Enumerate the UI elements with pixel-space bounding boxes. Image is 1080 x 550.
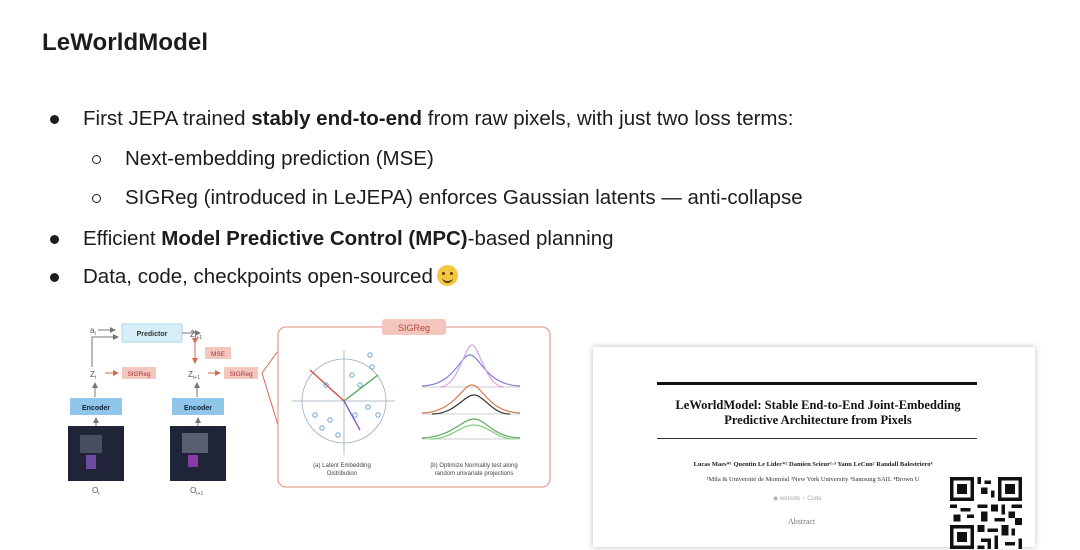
bullet-open-source: Data, code, checkpoints open-sourced [83, 265, 458, 289]
sigreg-panel-title: SIGReg [397, 323, 431, 333]
svg-text:SIGReg: SIGReg [127, 371, 151, 378]
z-next-label: $Z_{t+1}$ [188, 370, 200, 381]
svg-text:(a) Latent Embedding: (a) Latent Embedding [313, 463, 371, 469]
latent-embedding-plot [292, 350, 395, 455]
predictor-label: Predictor [136, 331, 168, 338]
bullet-dot [50, 235, 59, 244]
paper-authors: Lucas Maes*¹ Quentin Le Lidec*² Damien Scieur¹·³ Yann LeCun² Randall Balestriero⁴ [693, 461, 933, 468]
bullet-dot [50, 115, 59, 124]
architecture-figure [60, 315, 560, 505]
svg-text:Encoder: Encoder [183, 405, 213, 412]
slide-title: LeWorldModel [42, 29, 209, 56]
paper-affiliations: ¹Mila & Université de Montréal ²New York University ³Samsung SAIL ⁴Brown U [706, 476, 920, 483]
bullet-dot [50, 273, 59, 282]
observation-frame-left [68, 426, 124, 481]
svg-text:random univariate projections: random univariate projections [434, 471, 514, 477]
svg-text:Distribution: Distribution [326, 471, 358, 477]
subbullet-mse: Next-embedding prediction (MSE) [125, 147, 434, 171]
svg-text:SIGReg: SIGReg [229, 371, 253, 378]
paper-links[interactable]: ◉ website ○ Code [773, 496, 822, 502]
paper-top-rule [657, 382, 977, 385]
hugging-face-emoji-icon [437, 265, 458, 286]
paper-abstract-heading: Abstract [788, 517, 816, 526]
o-t-label: $O_t$ [92, 486, 100, 497]
action-label: $a_t$ [90, 326, 96, 337]
paper-title: LeWorldModel: Stable End-to-End Joint-Embedding Predictive Architecture from Pixels [675, 398, 961, 427]
normality-projection-curves [422, 345, 520, 439]
o-next-label: $O_{t+1}$ [190, 486, 204, 497]
z-hat-label: Ẑ$_{t+1}$ [190, 330, 202, 341]
qr-code-icon[interactable] [950, 477, 1022, 549]
subbullet-ring [92, 155, 101, 164]
subbullet-sigreg: SIGReg (introduced in LeJEPA) enforces Gaussian latents — anti-collapse [125, 186, 803, 210]
svg-text:(b) Optimize Normality test al: (b) Optimize Normality test along [430, 463, 518, 469]
z-t-label: $Z_t$ [90, 370, 97, 381]
subbullet-ring [92, 194, 101, 203]
svg-text:Encoder: Encoder [81, 405, 111, 412]
bullet-jepa: First JEPA trained stably end-to-end from raw pixels, with just two loss terms: [83, 107, 793, 131]
paper-bottom-rule [657, 438, 977, 439]
svg-text:MSE: MSE [210, 351, 226, 358]
bullet-mpc: Efficient Model Predictive Control (MPC)-based planning [83, 227, 614, 251]
